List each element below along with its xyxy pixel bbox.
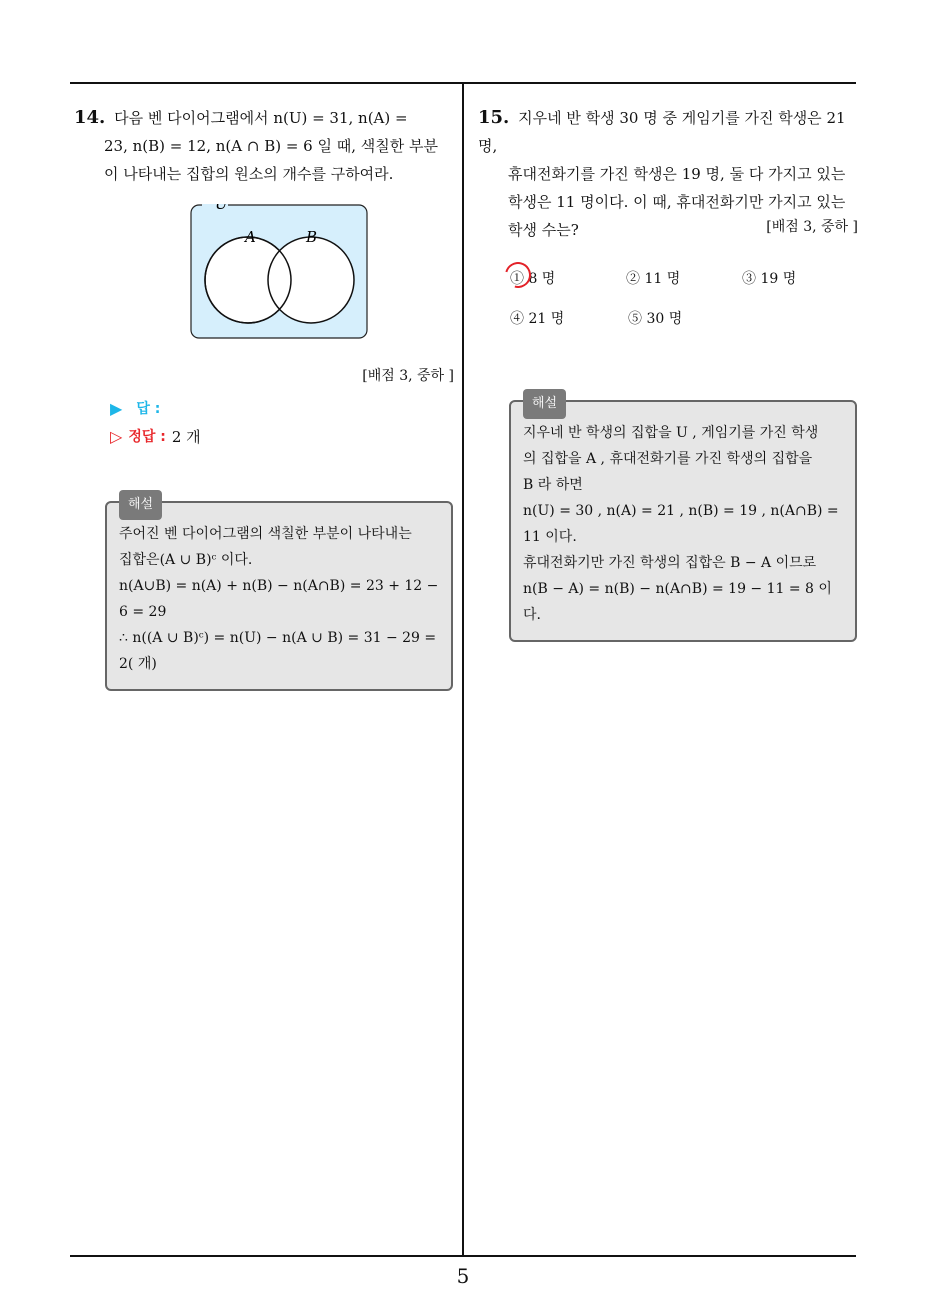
- question-15-line3: 학생은 11 명이다. 이 때, 휴대전화기만 가지고 있는: [508, 193, 846, 211]
- choice-1[interactable]: [510, 268, 626, 288]
- choice-row: [510, 258, 858, 298]
- b-label: B: [306, 228, 318, 246]
- explanation-line: 11 이다.: [523, 529, 577, 545]
- correct-arrow-icon: ▷: [110, 426, 123, 446]
- explanation-line: B 라 하면: [523, 477, 583, 493]
- explanation-line: n(A∪B) = n(A) + n(B) − n(A∩B) = 23 + 12 −: [119, 578, 439, 594]
- explanation-line: 2( 개): [119, 656, 157, 672]
- question-14-line2: 23, n(B) = 12, n(A ∩ B) = 6 일 때, 색칠한 부분: [104, 137, 438, 155]
- correct-answer-line: [110, 423, 454, 449]
- choice-3[interactable]: [742, 268, 858, 288]
- explanation-tag-15: 해설: [523, 389, 566, 419]
- explanation-line: 지우네 반 학생의 집합을 U , 게임기를 가진 학생: [523, 425, 819, 441]
- choice-label: ⑤ 30 명: [628, 311, 683, 327]
- correct-answer-value: 2 개: [171, 427, 201, 446]
- explanation-line: 휴대전화기만 가진 학생의 집합은 B − A 이므로: [523, 555, 817, 571]
- a-label: A: [245, 228, 256, 246]
- explanation-line: 주어진 벤 다이어그램의 색칠한 부분이 나타내는: [119, 526, 412, 542]
- correct-answer-label: 정답 :: [128, 429, 166, 445]
- choice-row: [510, 298, 858, 338]
- question-15-line2: 휴대전화기를 가진 학생은 19 명, 둘 다 가지고 있는: [508, 165, 846, 183]
- choice-5[interactable]: [628, 308, 746, 328]
- question-14-line3: 이 나타내는 집합의 원소의 개수를 구하여라.: [104, 165, 394, 183]
- explanation-box-14: [105, 497, 453, 691]
- answer-arrow-icon: ▶: [110, 398, 123, 418]
- answer-line: [110, 395, 454, 421]
- set-b-circle: [268, 237, 354, 323]
- answer-label: 답 :: [136, 401, 161, 417]
- question-15: [478, 104, 858, 642]
- question-15-number: 15.: [478, 107, 510, 128]
- bottom-rule: [70, 1255, 856, 1257]
- explanation-line: n(U) = 30 , n(A) = 21 , n(B) = 19 , n(A∩B) =: [523, 503, 839, 519]
- question-15-score: [배점 3, 중하 ]: [766, 219, 858, 235]
- choice-2[interactable]: [626, 268, 742, 288]
- venn-svg: [190, 204, 368, 339]
- explanation-box-15: [509, 396, 857, 642]
- u-label: U: [215, 204, 228, 213]
- question-14-score: [배점 3, 중하 ]: [362, 368, 454, 384]
- explanation-line: 집합은(A ∪ B)ᶜ 이다.: [119, 552, 253, 568]
- explanation-tag-14: 해설: [119, 490, 162, 520]
- venn-diagram: [190, 204, 368, 339]
- choices: [510, 258, 858, 338]
- question-14-number: 14.: [74, 107, 106, 128]
- column-divider: [462, 82, 464, 1257]
- question-14-line1: 다음 벤 다이어그램에서 n(U) = 31, n(A) =: [114, 109, 408, 127]
- choice-label: ② 11 명: [626, 271, 681, 287]
- question-14: [74, 104, 454, 691]
- choice-label: ④ 21 명: [510, 311, 565, 327]
- question-14-text: [74, 104, 454, 188]
- explanation-line: 의 집합을 A , 휴대전화기를 가진 학생의 집합을: [523, 451, 813, 467]
- question-15-line4: 학생 수는?: [508, 221, 579, 239]
- choice-4[interactable]: [510, 308, 628, 328]
- choice-label: ③ 19 명: [742, 271, 797, 287]
- choice-label: ① 8 명: [510, 271, 556, 287]
- explanation-line: 6 = 29: [119, 604, 167, 620]
- explanation-line: ∴ n((A ∪ B)ᶜ) = n(U) − n(A ∪ B) = 31 − 29 =: [119, 630, 437, 646]
- selected-circle-mark: [500, 257, 536, 293]
- page-number: 5: [456, 1264, 470, 1288]
- explanation-line: n(B − A) = n(B) − n(A∩B) = 19 − 11 = 8 이다.: [523, 581, 832, 623]
- question-15-line1: 지우네 반 학생 30 명 중 게임기를 가진 학생은 21 명,: [478, 109, 846, 155]
